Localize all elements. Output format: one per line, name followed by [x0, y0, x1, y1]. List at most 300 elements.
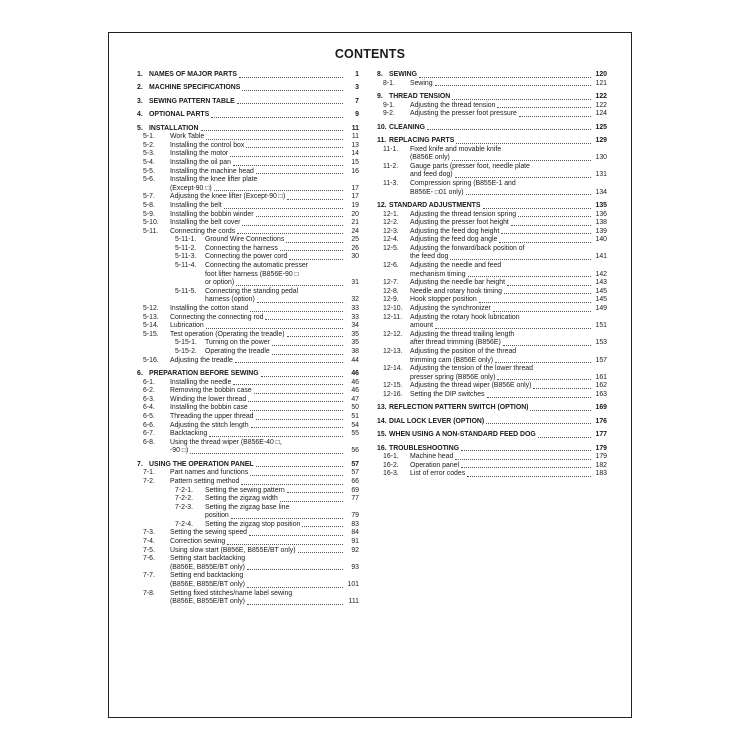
- dot-leader: [419, 77, 591, 78]
- toc-entry-number: 11.: [377, 136, 387, 144]
- toc-entry-title: Gauge parts (presser foot, needle plate: [410, 162, 530, 170]
- toc-entry-page-number: 92: [351, 546, 359, 554]
- toc-column-right: [377, 71, 607, 479]
- toc-entry-number: 16-3.: [383, 470, 399, 478]
- toc-entry-number: 5-3.: [143, 150, 155, 158]
- toc-entry: [377, 445, 607, 454]
- toc-entry-page-number: 145: [595, 296, 607, 304]
- dot-leader: [248, 401, 343, 402]
- dot-leader: [247, 587, 343, 588]
- toc-entry: [137, 150, 359, 159]
- toc-entry: [377, 271, 607, 280]
- toc-entry-page-number: 25: [351, 236, 359, 244]
- dot-leader: [286, 242, 343, 243]
- toc-entry-title: Setting start backtacking: [170, 555, 246, 563]
- dot-leader: [487, 397, 591, 398]
- toc-entry-title: Adjusting the tension of the lower thread: [410, 365, 533, 373]
- toc-entry-number: 5-14.: [143, 322, 159, 330]
- toc-entry-title: USING THE OPERATION PANEL: [149, 460, 254, 468]
- toc-entry-number: 7-2-4.: [175, 520, 194, 528]
- dot-leader: [461, 450, 591, 451]
- dot-leader: [302, 526, 343, 527]
- toc-entry-page-number: 122: [595, 92, 607, 100]
- toc-entry-page-number: 14: [351, 150, 359, 158]
- toc-entry: [137, 521, 359, 530]
- dot-leader: [511, 225, 591, 226]
- toc-entry-page-number: 24: [351, 227, 359, 235]
- toc-entry-page-number: 11: [351, 124, 359, 132]
- toc-entry-title: Installing the needle: [170, 378, 232, 386]
- toc-entry: [137, 555, 359, 564]
- toc-entry-number: 11-2.: [383, 162, 399, 170]
- toc-entry-page-number: 38: [351, 348, 359, 355]
- toc-entry-page-number: 120: [595, 71, 607, 78]
- toc-entry: [137, 236, 359, 245]
- toc-entry-page-number: 136: [595, 210, 607, 218]
- dot-leader: [257, 302, 343, 303]
- toc-entry-number: 2.: [137, 84, 143, 92]
- toc-entry-number: 5-11-4.: [175, 262, 197, 270]
- toc-entry-number: 7-8.: [143, 589, 155, 597]
- dot-leader: [538, 437, 591, 438]
- toc-entry-title: (B856E only): [410, 154, 450, 162]
- toc-entry-title: Correction sewing: [170, 538, 226, 546]
- toc-entry: [377, 404, 607, 413]
- toc-entry-title: B856E- □01 only): [410, 188, 464, 196]
- toc-entry-page-number: 177: [595, 431, 607, 439]
- toc-entry-number: 12-15.: [383, 382, 403, 390]
- dot-leader: [530, 410, 591, 411]
- toc-entry-number: 9.: [377, 92, 383, 100]
- dot-leader: [230, 156, 343, 157]
- toc-entry: [377, 357, 607, 366]
- toc-entry-number: 7-1.: [143, 469, 155, 477]
- toc-entry: [137, 598, 359, 607]
- toc-entry: [137, 430, 359, 439]
- dot-leader: [467, 476, 591, 477]
- toc-entry-title: Test operation (Operating the treadle): [170, 330, 285, 338]
- toc-entry-page-number: 153: [595, 339, 607, 347]
- toc-entry-number: 6.: [137, 369, 143, 377]
- toc-column-left: [137, 71, 359, 607]
- toc-entry-page-number: 111: [348, 598, 359, 606]
- toc-entry-page-number: 9: [355, 111, 359, 119]
- dot-leader: [455, 459, 591, 460]
- toc-entry-title: WHEN USING A NON-STANDARD FEED DOG: [389, 431, 536, 439]
- toc-entry-page-number: 122: [595, 101, 607, 109]
- dot-leader: [518, 216, 591, 217]
- toc-entry-page-number: 33: [351, 305, 359, 313]
- toc-entry: [377, 163, 607, 172]
- toc-entry-title: Adjusting the presser foot height: [410, 219, 509, 227]
- dot-leader: [256, 216, 343, 217]
- dot-leader: [247, 569, 343, 570]
- toc-entry-page-number: 149: [595, 305, 607, 313]
- toc-entry-title: after thread trimming (B856E): [410, 339, 501, 347]
- toc-entry-title: (Except-90 □): [170, 184, 212, 192]
- toc-entry-title: Operating the treadle: [205, 348, 270, 355]
- toc-entry-title: Hook stopper position: [410, 296, 477, 304]
- toc-entry-page-number: 1: [355, 71, 359, 78]
- toc-entry-title: Compression spring (B855E-1 and: [410, 179, 516, 187]
- toc-entry: [137, 288, 359, 297]
- dot-leader: [224, 208, 343, 209]
- toc-entry: [137, 245, 359, 254]
- toc-entry-page-number: 26: [351, 244, 359, 252]
- dot-leader: [298, 552, 344, 553]
- toc-entry: [137, 125, 359, 134]
- toc-entry-page-number: 51: [351, 412, 359, 420]
- toc-entry: [137, 396, 359, 405]
- dot-leader: [287, 199, 343, 200]
- toc-entry-number: 12-12.: [383, 330, 403, 338]
- toc-entry: [377, 314, 607, 323]
- toc-entry-number: 11-1.: [383, 145, 399, 153]
- toc-entry-title: INSTALLATION: [149, 124, 199, 132]
- toc-entry-number: 5-9.: [143, 210, 155, 218]
- toc-entry-title: (B856E, B855E/BT only): [170, 581, 245, 589]
- toc-entry-page-number: 182: [595, 461, 607, 469]
- dot-leader: [247, 604, 343, 605]
- dot-leader: [256, 466, 343, 467]
- toc-entry: [137, 564, 359, 573]
- toc-entry: [137, 538, 359, 547]
- toc-entry-title: position: [205, 512, 229, 520]
- toc-entry-page-number: 3: [355, 84, 359, 92]
- toc-entry: [137, 111, 359, 120]
- toc-entry-page-number: 83: [351, 520, 359, 528]
- toc-entry-number: 5-11-5.: [175, 287, 197, 295]
- toc-entry-title: presser spring (B856E only): [410, 373, 496, 381]
- toc-entry-page-number: 13: [351, 141, 359, 149]
- toc-entry: [377, 382, 607, 391]
- toc-entry: [377, 137, 607, 146]
- toc-entry-title: Using slow start (B856E, B855E/BT only): [170, 546, 296, 554]
- dot-leader: [249, 535, 343, 536]
- toc-entry-title: Setting the zigzag base line: [205, 503, 290, 511]
- toc-entry: [377, 322, 607, 331]
- toc-entry-page-number: 101: [347, 581, 359, 589]
- toc-entry-title: Adjusting the needle and feed: [410, 262, 502, 270]
- toc-entry: [137, 71, 359, 80]
- dot-leader: [519, 116, 591, 117]
- dot-leader: [233, 384, 343, 385]
- toc-entry: [377, 391, 607, 400]
- dot-leader: [227, 544, 343, 545]
- toc-entry: [137, 529, 359, 538]
- toc-entry-number: 12-6.: [383, 262, 399, 270]
- toc-entry-title: Installing the knee lifter plate: [170, 176, 258, 184]
- toc-entry: [377, 110, 607, 119]
- dot-leader: [287, 492, 343, 493]
- dot-leader: [280, 250, 343, 251]
- toc-entry-title: Connecting the connecting rod: [170, 313, 264, 321]
- toc-entry: [137, 305, 359, 314]
- dot-leader: [209, 436, 343, 437]
- dot-leader: [237, 103, 343, 104]
- toc-entry-page-number: 57: [351, 469, 359, 477]
- toc-entry-page-number: 183: [595, 470, 607, 478]
- toc-entry-title: (B856E, B855E/BT only): [170, 563, 245, 571]
- toc-entry: [377, 339, 607, 348]
- toc-entry-title: Setting the DIP switches: [410, 390, 485, 398]
- dot-leader: [265, 319, 343, 320]
- dot-leader: [287, 336, 343, 337]
- toc-entry-title: Setting the sewing pattern: [205, 486, 285, 494]
- toc-entry-number: 5-7.: [143, 193, 155, 201]
- dot-leader: [456, 143, 591, 144]
- toc-entry-page-number: 141: [595, 253, 607, 261]
- toc-entry: [377, 253, 607, 262]
- toc-entry-title: Adjusting the treadle: [170, 356, 233, 364]
- dot-leader: [250, 410, 343, 411]
- toc-entry-page-number: 46: [351, 387, 359, 395]
- toc-entry: [137, 348, 359, 357]
- toc-entry: [137, 379, 359, 388]
- dot-leader: [533, 388, 591, 389]
- toc-entry: [377, 189, 607, 198]
- toc-entry: [137, 228, 359, 237]
- toc-entry-number: 6-5.: [143, 412, 155, 420]
- toc-entry: [377, 180, 607, 189]
- dot-leader: [483, 208, 592, 209]
- toc-entry-title: Part names and functions: [170, 469, 249, 477]
- toc-entry-page-number: 93: [351, 563, 359, 571]
- toc-entry-number: 12-9.: [383, 296, 399, 304]
- dot-leader: [468, 276, 591, 277]
- toc-entry: [137, 439, 359, 448]
- toc-entry-page-number: 134: [595, 188, 607, 196]
- toc-entry-number: 7-4.: [143, 538, 155, 546]
- toc-entry-page-number: 135: [595, 201, 607, 209]
- toc-entry: [137, 504, 359, 513]
- toc-entry-title: Adjusting the thread tension spring: [410, 210, 517, 218]
- toc-entry-number: 5-10.: [143, 219, 159, 227]
- toc-entry-page-number: 124: [595, 110, 607, 118]
- toc-entry-number: 12-16.: [383, 390, 403, 398]
- toc-entry-page-number: 69: [351, 486, 359, 494]
- toc-entry: [137, 185, 359, 194]
- toc-entry-number: 8-1.: [383, 79, 395, 87]
- page-title: CONTENTS: [334, 47, 406, 61]
- dot-leader: [452, 160, 591, 161]
- toc-entry-number: 5-15-1.: [175, 339, 197, 347]
- toc-entry-number: 10.: [377, 123, 387, 131]
- toc-entry-number: 5-11.: [143, 227, 159, 235]
- toc-entry-title: Setting the zigzag width: [205, 495, 278, 503]
- toc-entry-number: 5-6.: [143, 176, 155, 184]
- toc-entry-page-number: 145: [595, 287, 607, 295]
- toc-entry-page-number: 46: [351, 369, 359, 377]
- toc-entry: [137, 296, 359, 305]
- toc-entry-number: 5-12.: [143, 305, 159, 313]
- toc-entry-number: 12-8.: [383, 287, 399, 295]
- toc-entry-title: DIAL LOCK LEVER (OPTION): [389, 417, 485, 425]
- toc-entry-page-number: 21: [351, 219, 359, 227]
- toc-entry-title: Operation panel: [410, 461, 460, 469]
- toc-entry: [377, 154, 607, 163]
- toc-entry: [137, 422, 359, 431]
- toc-entry-number: 6-6.: [143, 421, 155, 429]
- toc-entry: [377, 348, 607, 357]
- toc-entry: [377, 374, 607, 383]
- toc-entry-title: Installing the machine head: [170, 167, 254, 175]
- toc-entry-page-number: 34: [351, 322, 359, 330]
- dot-leader: [214, 190, 343, 191]
- dot-leader: [239, 77, 343, 78]
- toc-entry-number: 6-2.: [143, 387, 155, 395]
- toc-entry-title: and feed dog): [410, 171, 453, 179]
- toc-entry-page-number: 46: [351, 378, 359, 386]
- toc-entry-title: Adjusting the knee lifter (Except-90 □): [170, 193, 286, 201]
- dot-leader: [479, 302, 591, 303]
- toc-entry: [377, 462, 607, 471]
- dot-leader: [242, 90, 343, 91]
- toc-entry-number: 12-3.: [383, 227, 399, 235]
- dot-leader: [233, 165, 343, 166]
- toc-entry: [377, 279, 607, 288]
- toc-entry-number: 12-7.: [383, 279, 399, 287]
- toc-entry-page-number: 138: [595, 219, 607, 227]
- toc-entry-page-number: 121: [595, 79, 607, 87]
- toc-entry-page-number: 33: [351, 313, 359, 321]
- toc-entry-title: Installing the belt cover: [170, 219, 241, 227]
- toc-entry: [137, 547, 359, 556]
- toc-entry-title: REPLACING PARTS: [389, 136, 455, 144]
- dot-leader: [251, 427, 343, 428]
- toc-entry: [137, 159, 359, 168]
- dot-leader: [289, 259, 343, 260]
- toc-entry-number: 12-1.: [383, 210, 399, 218]
- toc-entry-number: 5-15.: [143, 330, 159, 338]
- toc-entry-title: Installing the belt: [170, 201, 222, 209]
- toc-entry-title: PREPARATION BEFORE SEWING: [149, 369, 259, 377]
- toc-entry: [377, 236, 607, 245]
- toc-entry-title: Adjusting the presser foot pressure: [410, 110, 517, 118]
- toc-entry-title: MACHINE SPECIFICATIONS: [149, 84, 241, 92]
- toc-entry-page-number: 35: [351, 330, 359, 338]
- toc-entry-number: 5-8.: [143, 201, 155, 209]
- toc-entry: [377, 80, 607, 89]
- toc-entry-title: Installing the bobbin winder: [170, 210, 254, 218]
- toc-entry-title: mechanism timing: [410, 270, 466, 278]
- toc-entry-page-number: 56: [351, 447, 359, 455]
- toc-entry: [377, 431, 607, 440]
- toc-entry: [137, 512, 359, 521]
- toc-entry-number: 7-2-3.: [175, 503, 194, 511]
- toc-entry: [137, 404, 359, 413]
- toc-entry: [377, 93, 607, 102]
- toc-entry-title: Connecting the standing pedal: [205, 287, 299, 295]
- toc-entry-title: CLEANING: [389, 123, 425, 131]
- toc-entry: [137, 262, 359, 271]
- toc-entry-title: Installing the motor: [170, 150, 229, 158]
- toc-entry: [137, 590, 359, 599]
- toc-entry-number: 6-3.: [143, 395, 155, 403]
- toc-entry: [377, 171, 607, 180]
- toc-entry: [137, 581, 359, 590]
- toc-entry-number: 5-11-3.: [175, 253, 197, 261]
- toc-entry-title: Removing the bobbin case: [170, 387, 252, 395]
- toc-entry-title: Threading the upper thread: [170, 412, 254, 420]
- toc-entry-title: Setting fixed stitches/name label sewing: [170, 589, 293, 597]
- dot-leader: [507, 285, 591, 286]
- dot-leader: [452, 99, 591, 100]
- dot-leader: [190, 453, 343, 454]
- dot-leader: [499, 242, 591, 243]
- toc-entry: [137, 339, 359, 348]
- toc-entry-title: Adjusting the needle bar height: [410, 279, 506, 287]
- toc-entry-title: Connecting the cords: [170, 227, 236, 235]
- dot-leader: [206, 328, 343, 329]
- toc-entry-title: harness (option): [205, 296, 255, 304]
- toc-entry: [377, 365, 607, 374]
- toc-entry-title: Sewing: [410, 79, 433, 87]
- toc-entry-title: Adjusting the feed dog angle: [410, 236, 498, 244]
- dot-leader: [501, 233, 591, 234]
- toc-entry-title: Adjusting the rotary hook lubrication: [410, 313, 520, 321]
- toc-entry: [137, 469, 359, 478]
- dot-leader: [435, 328, 591, 329]
- toc-entry-page-number: 179: [595, 444, 607, 452]
- dot-leader: [250, 311, 343, 312]
- manual-page: [108, 32, 632, 718]
- toc-entry-page-number: 163: [595, 390, 607, 398]
- dot-leader: [466, 194, 591, 195]
- toc-entry-title: or option): [205, 279, 235, 287]
- toc-entry: [377, 211, 607, 220]
- toc-entry-page-number: 169: [595, 404, 607, 412]
- dot-leader: [237, 233, 343, 234]
- toc-entry-number: 12-2.: [383, 219, 399, 227]
- toc-entry-number: 5.: [137, 124, 143, 132]
- toc-entry: [137, 193, 359, 202]
- toc-entry-page-number: 17: [351, 193, 359, 201]
- toc-entry: [377, 102, 607, 111]
- toc-entry: [137, 202, 359, 211]
- dot-leader: [246, 147, 343, 148]
- toc-entry-title: Winding the lower thread: [170, 395, 247, 403]
- toc-entry-number: 11-3.: [383, 179, 399, 187]
- toc-entry-number: 12-13.: [383, 348, 403, 355]
- toc-entry-page-number: 143: [595, 279, 607, 287]
- toc-entry-page-number: 157: [595, 356, 607, 364]
- toc-entry-page-number: 11: [351, 133, 359, 141]
- toc-entry-number: 15.: [377, 431, 387, 439]
- toc-entry-number: 12-10.: [383, 305, 403, 313]
- toc-entry-page-number: 17: [351, 184, 359, 192]
- toc-entry-title: Adjusting the synchronizer: [410, 305, 491, 313]
- toc-entry-title: SEWING PATTERN TABLE: [149, 97, 235, 105]
- dot-leader: [272, 345, 343, 346]
- toc-entry: [137, 279, 359, 288]
- toc-entry: [377, 296, 607, 305]
- toc-entry: [137, 447, 359, 456]
- dot-leader: [254, 393, 343, 394]
- toc-entry-number: 3.: [137, 97, 143, 105]
- dot-leader: [497, 107, 591, 108]
- toc-entry-page-number: 125: [595, 123, 607, 131]
- dot-leader: [427, 129, 591, 130]
- dot-leader: [504, 293, 591, 294]
- toc-entry-number: 16-1.: [383, 453, 399, 461]
- toc-entry-page-number: 142: [595, 270, 607, 278]
- toc-entry-title: Adjusting the thread tension: [410, 101, 496, 109]
- toc-entry-number: 5-11-2.: [175, 244, 197, 252]
- dot-leader: [461, 467, 591, 468]
- toc-entry-title: Pattern setting method: [170, 477, 240, 485]
- toc-entry-title: Installing the cotton stand: [170, 305, 249, 313]
